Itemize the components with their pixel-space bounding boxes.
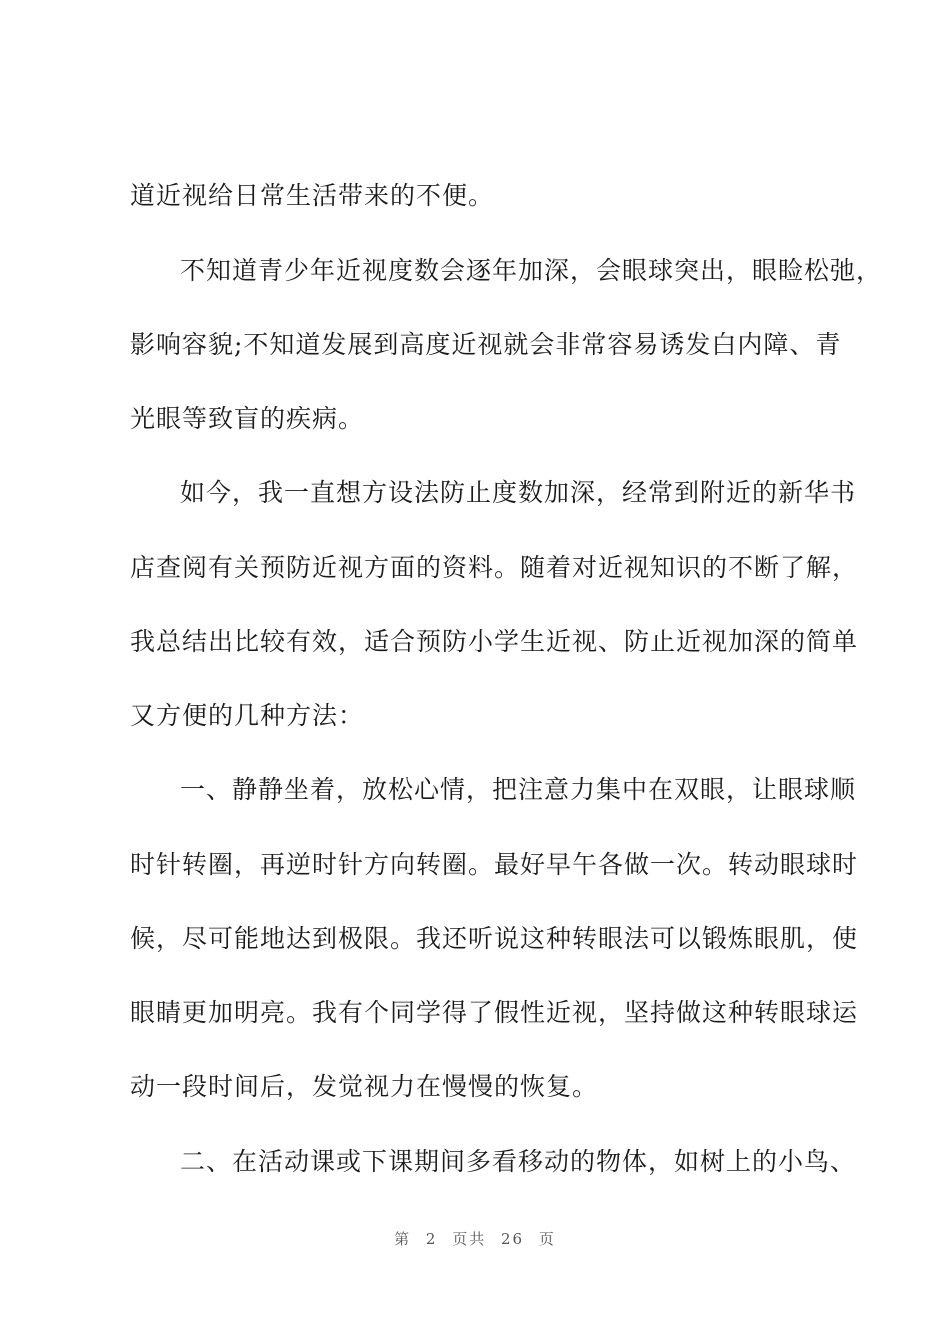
footer-label-ye: 页 — [538, 1230, 556, 1248]
text-line: 如今，我一直想方设法防止度数加深，经常到附近的新华书 — [180, 478, 857, 507]
text-line: 光眼等致盲的疾病。 — [130, 404, 365, 433]
text-line: 一、静静坐着，放松心情，把注意力集中在双眼，让眼球顺 — [180, 775, 857, 804]
footer-total-pages: 26 — [501, 1230, 525, 1248]
text-line: 我总结出比较有效，适合预防小学生近视、防止近视加深的简单 — [130, 627, 859, 656]
text-line: 眼睛更加明亮。我有个同学得了假性近视，坚持做这种转眼球运 — [130, 998, 859, 1027]
footer-label-di: 第 — [394, 1230, 412, 1248]
text-line: 时针转圈，再逆时针方向转圈。最好早午各做一次。转动眼球时 — [130, 850, 859, 879]
footer-label-ye-gong: 页共 — [452, 1230, 487, 1248]
text-line: 道近视给日常生活带来的不便。 — [130, 181, 495, 210]
page-footer — [0, 1228, 950, 1249]
text-line: 店查阅有关预防近视方面的资料。随着对近视知识的不断了解， — [130, 553, 859, 582]
text-line: 候，尽可能地达到极限。我还听说这种转眼法可以锻炼眼肌，使 — [130, 924, 859, 953]
text-line: 又方便的几种方法： — [130, 701, 365, 730]
text-line: 动一段时间后，发觉视力在慢慢的恢复。 — [130, 1072, 599, 1101]
text-line: 影响容貌;不知道发展到高度近视就会非常容易诱发白内障、青 — [130, 330, 842, 359]
text-line: 二、在活动课或下课期间多看移动的物体，如树上的小鸟、 — [180, 1147, 857, 1176]
text-line: 不知道青少年近视度数会逐年加深，会眼球突出，眼睑松弛， — [180, 256, 883, 285]
footer-current-page: 2 — [425, 1230, 438, 1248]
